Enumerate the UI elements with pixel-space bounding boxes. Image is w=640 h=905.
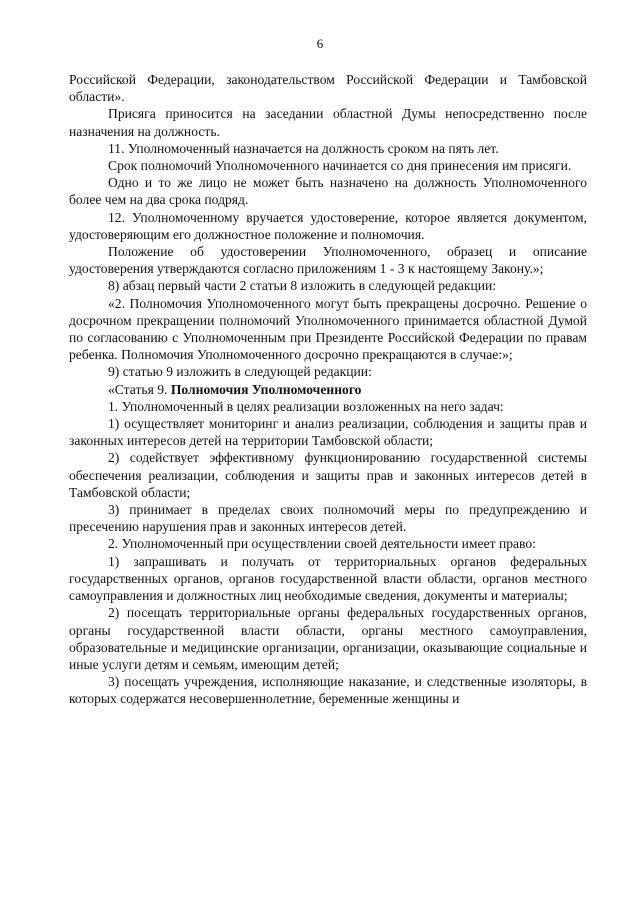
paragraph: Присяга приносится на заседании областной Думы непосредственно после назначения на должность. bbox=[69, 106, 587, 139]
paragraph: 2) посещать территориальные органы федеральных государственных органов, органы государственной власти области, органы местного самоуправления, образовательные и медицинские организации, организации, оказывающие социальные и иные услуги детям и семьям, имеющим детей; bbox=[69, 605, 587, 672]
paragraph: 3) посещать учреждения, исполняющие наказание, и следственные изоляторы, в которых содержатся несовершеннолетние, беременные женщины и bbox=[69, 674, 587, 707]
paragraph: 2. Уполномоченный при осуществлении своей деятельности имеет право: bbox=[108, 536, 536, 552]
page-number: 6 bbox=[316, 36, 324, 51]
paragraph: 9) статью 9 изложить в следующей редакции: bbox=[108, 364, 372, 380]
paragraph: 8) абзац первый части 2 статьи 8 изложить в следующей редакции: bbox=[108, 278, 497, 294]
paragraph: Российской Федерации, законодательством Российской Федерации и Тамбовской области». bbox=[69, 72, 587, 105]
paragraph: 1. Уполномоченный в целях реализации возложенных на него задач: bbox=[108, 398, 504, 414]
document-body bbox=[69, 71, 587, 708]
article-heading bbox=[69, 381, 587, 398]
paragraph: Одно и то же лицо не может быть назначено на должность Уполномоченного более чем на два срока подряд. bbox=[69, 175, 587, 208]
article-number: «Статья 9. bbox=[108, 381, 171, 397]
paragraph: 2) содействует эффективному функционированию государственной системы обеспечения реализации, соблюдения и защиты прав и законных интересов детей в Тамбовской области; bbox=[69, 450, 587, 500]
paragraph: 1) запрашивать и получать от территориальных органов федеральных государственных органов, органов государственной власти области, органов местного самоуправления и должностных лиц необходимые сведения, документы и материалы; bbox=[69, 553, 587, 604]
paragraph: 3) принимает в пределах своих полномочий меры по предупреждению и пресечению нарушения прав и законных интересов детей. bbox=[69, 502, 587, 535]
paragraph: 12. Уполномоченному вручается удостоверение, которое является документом, удостоверяющим его должностное положение и полномочия. bbox=[69, 209, 587, 242]
paragraph: 1) осуществляет мониторинг и анализ реализации, соблюдения и защиты прав и законных интересов детей на территории Тамбовской области; bbox=[69, 416, 587, 449]
article-title: Полномочия Уполномоченного bbox=[170, 381, 362, 397]
paragraph: «2. Полномочия Уполномоченного могут быть прекращены досрочно. Решение о досрочном прекращении полномочий Уполномоченного принимается областной Думой по согласованию с Уполномоченным при Президенте Российской Федерации по правам ребенка. Полномочия Уполномоченного досрочно прекращаются в случае:»; bbox=[69, 295, 587, 363]
paragraph: 11. Уполномоченный назначается на должность сроком на пять лет. bbox=[108, 140, 499, 156]
paragraph: Положение об удостоверении Уполномоченного, образец и описание удостоверения утверждаются согласно приложениям 1 - 3 к настоящему Закону.»; bbox=[69, 244, 587, 277]
paragraph: Срок полномочий Уполномоченного начинается со дня принесения им присяги. bbox=[108, 158, 572, 174]
